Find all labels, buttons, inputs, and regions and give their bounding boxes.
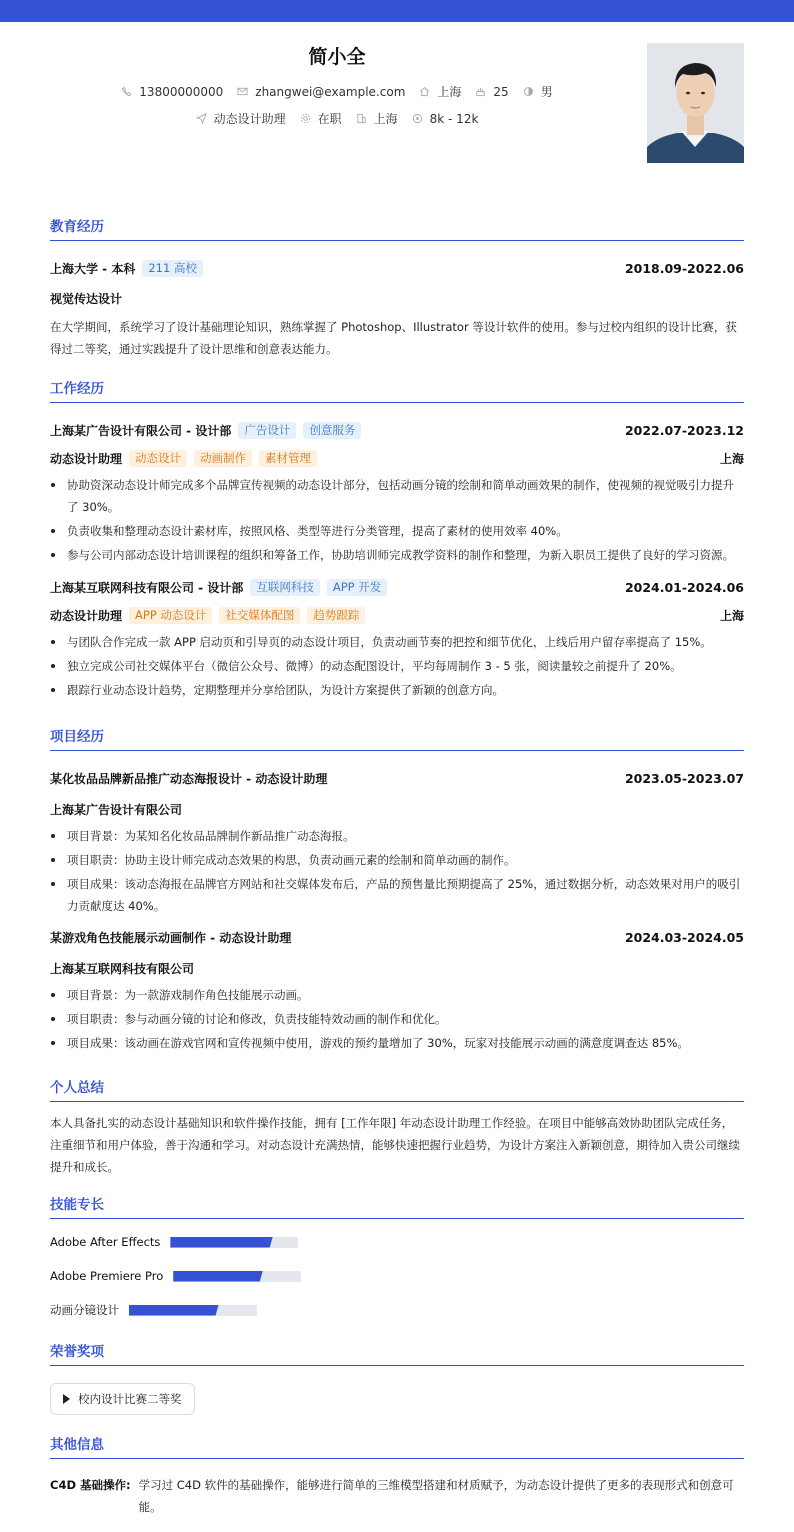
work-role-row <box>50 607 744 624</box>
role-name: 动态设计助理 <box>50 609 123 623</box>
project-bullets <box>50 984 744 1054</box>
email-info <box>237 85 405 99</box>
project-company: 上海某互联网科技有限公司 <box>50 962 195 976</box>
other-section <box>50 1433 744 1518</box>
skill-item <box>50 1259 403 1293</box>
awards-list <box>50 1383 744 1415</box>
major-name: 视觉传达设计 <box>50 292 123 306</box>
list-item: 项目职责：协助主设计师完成动态效果的构思，负责动画元素的绘制和简单动画的制作。 <box>50 849 744 871</box>
company-name: 上海某互联网科技有限公司 - 设计部 <box>50 581 244 595</box>
work-header-row <box>50 422 744 439</box>
other-label: C4D 基础操作: <box>50 1478 131 1492</box>
work-title: 工作经历 <box>50 377 744 403</box>
email-icon <box>237 86 248 97</box>
education-section <box>50 215 744 360</box>
candidate-name: 简小全 <box>308 46 366 68</box>
list-item: 项目背景：为一款游戏制作角色技能展示动画。 <box>50 984 744 1006</box>
work-item <box>50 579 744 701</box>
skill-bar-fill <box>173 1271 263 1282</box>
skill-item <box>50 1293 403 1327</box>
list-item: 独立完成公司社交媒体平台（微信公众号、微博）的动态配图设计，平均每周制作 3 - 5 张，阅读量较之前提升了 20%。 <box>50 655 744 677</box>
email-text: zhangwei@example.com <box>255 84 406 99</box>
profile-photo <box>647 43 744 163</box>
company-tag: 互联网科技 <box>250 579 320 596</box>
work-item <box>50 422 744 566</box>
project-item <box>50 929 744 1054</box>
contact-row <box>50 83 624 100</box>
project-item <box>50 770 744 917</box>
skill-bar <box>129 1305 257 1316</box>
school-tag: 211 高校 <box>142 260 203 277</box>
school-name: 上海大学 - 本科 <box>50 262 136 276</box>
list-item: 协助资深动态设计师完成多个品牌宣传视频的动态设计部分，包括动画分镜的绘制和简单动画效果的制作，使视频的视觉吸引力提升了 30%。 <box>50 474 744 518</box>
skills-section <box>50 1193 744 1327</box>
target-city-info <box>356 110 398 127</box>
summary-section <box>50 1076 744 1178</box>
project-name: 某化妆品品牌新品推广动态海报设计 - 动态设计助理 <box>50 772 328 786</box>
work-bullets <box>50 474 744 566</box>
summary-title: 个人总结 <box>50 1076 744 1102</box>
role-name: 动态设计助理 <box>50 452 123 466</box>
skill-bar-fill <box>170 1237 272 1248</box>
skill-tag: 动画制作 <box>194 450 252 467</box>
gender-text: 男 <box>540 85 553 99</box>
other-item <box>50 1474 744 1518</box>
top-accent-bar <box>0 0 794 22</box>
project-name: 某游戏角色技能展示动画制作 - 动态设计助理 <box>50 931 292 945</box>
home-icon <box>419 86 430 97</box>
list-item: 项目成果：该动态海报在品牌官方网站和社交媒体发布后，产品的预售量比预期提高了 25%，通过数据分析，动态效果对用户的吸引力贡献度达 40%。 <box>50 873 744 917</box>
city-text: 上海 <box>437 85 462 99</box>
phone-icon <box>121 86 132 97</box>
work-company-left <box>50 422 361 439</box>
skill-name: 动画分镜设计 <box>50 1303 119 1317</box>
company-name: 上海某广告设计有限公司 - 设计部 <box>50 424 232 438</box>
company-tag: 创意服务 <box>303 422 361 439</box>
target-job-text: 动态设计助理 <box>213 112 286 126</box>
skill-name: Adobe Premiere Pro <box>50 1269 164 1283</box>
skill-tag: 趋势跟踪 <box>307 607 365 624</box>
project-header-row <box>50 770 744 787</box>
work-date: 2022.07-2023.12 <box>624 423 744 438</box>
skill-bar <box>173 1271 301 1282</box>
skill-bar <box>170 1237 298 1248</box>
salary-text: 8k - 12k <box>429 111 479 126</box>
skill-tag: 素材管理 <box>259 450 317 467</box>
salary-info <box>412 112 479 126</box>
skills-title: 技能专长 <box>50 1193 744 1219</box>
list-item: 与团队合作完成一款 APP 启动页和引导页的动态设计项目，负责动画节奏的把控和细节优化，上线后用户留存率提高了 15%。 <box>50 631 744 653</box>
phone-info <box>121 85 223 99</box>
status-text: 在职 <box>317 112 342 126</box>
send-icon <box>196 113 207 124</box>
education-left <box>50 260 203 277</box>
work-location: 上海 <box>719 609 744 623</box>
work-header-row <box>50 579 744 596</box>
work-company-left <box>50 579 387 596</box>
project-section <box>50 725 744 1054</box>
awards-title: 荣誉奖项 <box>50 1340 744 1366</box>
job-intention-row <box>50 110 624 127</box>
gender-info <box>523 83 553 100</box>
city-info <box>419 83 461 100</box>
phone-text: 13800000000 <box>139 84 224 99</box>
education-header-row <box>50 260 744 277</box>
award-text: 校内设计比赛二等奖 <box>78 1392 182 1406</box>
project-bullets <box>50 825 744 917</box>
work-role-left <box>50 607 365 624</box>
gender-icon <box>523 86 534 97</box>
project-title: 项目经历 <box>50 725 744 751</box>
resume-header <box>50 22 744 185</box>
awards-section <box>50 1340 744 1415</box>
list-item: 参与公司内部动态设计培训课程的组织和筹备工作，协助培训师完成教学资料的制作和整理，为新入职员工提供了良好的学习资源。 <box>50 544 744 566</box>
award-item[interactable] <box>50 1383 195 1415</box>
age-text: 25 <box>493 84 509 99</box>
skill-tag: APP 动态设计 <box>129 607 212 624</box>
work-section <box>50 377 744 701</box>
other-title: 其他信息 <box>50 1433 744 1459</box>
list-item: 负责收集和整理动态设计素材库，按照风格、类型等进行分类管理，提高了素材的使用效率 40%。 <box>50 520 744 542</box>
list-item: 跟踪行业动态设计趋势，定期整理并分享给团队，为设计方案提供了新颖的创意方向。 <box>50 679 744 701</box>
company-tag: 广告设计 <box>238 422 296 439</box>
resume-page <box>0 22 794 1518</box>
work-location: 上海 <box>719 452 744 466</box>
building-icon <box>356 113 367 124</box>
skills-grid <box>50 1225 744 1327</box>
list-item: 项目背景：为某知名化妆品品牌制作新品推广动态海报。 <box>50 825 744 847</box>
triangle-right-icon <box>63 1394 70 1404</box>
skill-tag: 动态设计 <box>129 450 187 467</box>
coin-icon <box>412 113 423 124</box>
education-date: 2018.09-2022.06 <box>624 261 744 276</box>
skill-tag: 社交媒体配图 <box>219 607 300 624</box>
work-role-row <box>50 450 744 467</box>
project-date: 2023.05-2023.07 <box>624 771 744 786</box>
skill-item <box>50 1225 403 1259</box>
work-date: 2024.01-2024.06 <box>624 580 744 595</box>
list-item: 项目成果：该动画在游戏官网和宣传视频中使用，游戏的预约量增加了 30%，玩家对技能展示动画的满意度调查达 85%。 <box>50 1032 744 1054</box>
cake-icon <box>475 86 486 97</box>
project-date: 2024.03-2024.05 <box>624 930 744 945</box>
company-tag: APP 开发 <box>327 579 387 596</box>
age-info <box>475 85 508 99</box>
other-text: 学习过 C4D 软件的基础操作，能够进行简单的三维模型搭建和材质赋予，为动态设计提供了更多的表现形式和创意可能。 <box>138 1478 734 1514</box>
education-title: 教育经历 <box>50 215 744 241</box>
project-header-row <box>50 929 744 946</box>
gear-icon <box>300 113 311 124</box>
summary-text: 本人具备扎实的动态设计基础知识和软件操作技能，拥有 [工作年限] 年动态设计助理工作经验。在项目中能够高效协助团队完成任务，注重细节和用户体验，善于沟通和学习。对动态设计充满热情，能够快速把握行业趋势，为设计方案注入新颖创意，期待加入贵公司继续提升和成长。 <box>50 1116 740 1174</box>
target-city-text: 上海 <box>373 112 398 126</box>
list-item: 项目职责：参与动画分镜的讨论和修改，负责技能特效动画的制作和优化。 <box>50 1008 744 1030</box>
target-job-info <box>196 110 286 127</box>
status-info <box>300 110 342 127</box>
project-company: 上海某广告设计有限公司 <box>50 803 183 817</box>
work-role-left <box>50 450 317 467</box>
skill-bar-fill <box>129 1305 219 1316</box>
skill-name: Adobe After Effects <box>50 1235 161 1249</box>
education-desc: 在大学期间，系统学习了设计基础理论知识，熟练掌握了 Photoshop、Illustrator 等设计软件的使用。参与过校内组织的设计比赛，获得过二等奖，通过实践提升了设计思维和创意表达能力。 <box>50 320 737 356</box>
work-bullets <box>50 631 744 701</box>
